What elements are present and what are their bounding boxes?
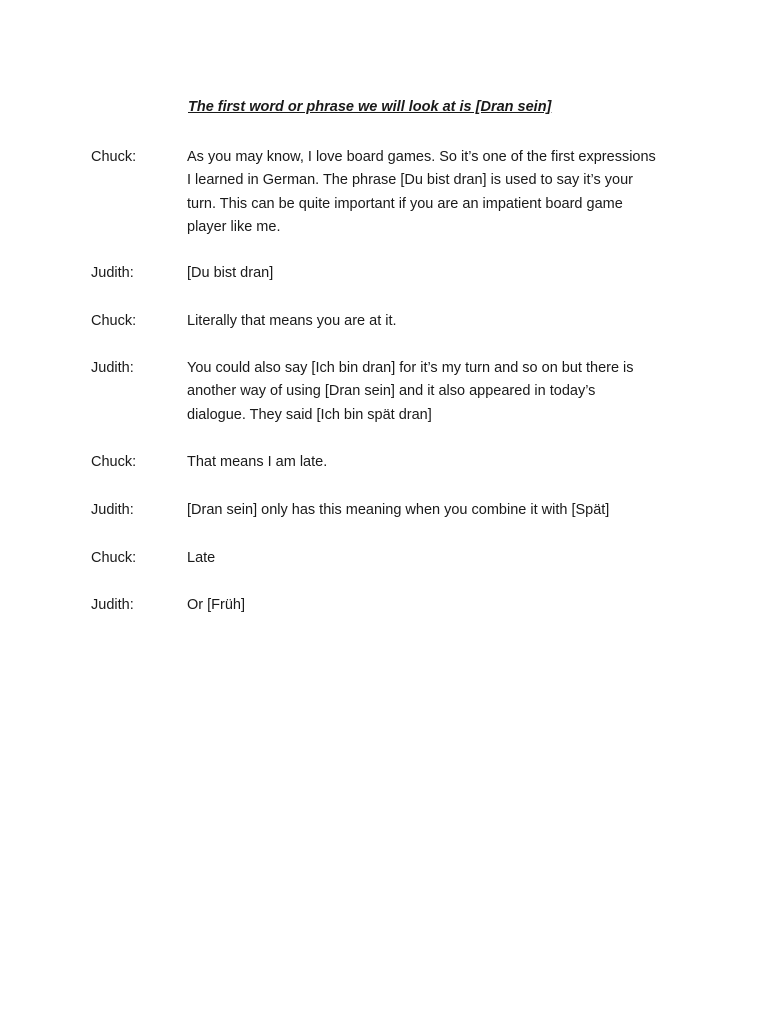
speech-line: I learned in German. The phrase [Du bist dran] is used to say it’s your	[187, 172, 633, 189]
speech-line: As you may know, I love board games. So it’s one of the first expressions	[187, 149, 656, 165]
speech-line: dialogue. They said [Ich bin spät dran]	[187, 406, 432, 423]
speech-text	[187, 547, 687, 570]
speech-text	[187, 594, 687, 617]
speech-line: turn. This can be quite important if you are an impatient board game	[187, 195, 623, 212]
speech-line: That means I am late.	[187, 454, 328, 470]
speech-line: another way of using [Dran sein] and it also appeared in today’s	[187, 383, 596, 400]
speech-text	[187, 310, 687, 333]
speech-text	[187, 357, 687, 427]
speaker-label: Chuck:	[91, 454, 137, 470]
speech-line: Literally that means you are at it.	[187, 313, 397, 329]
speech-line: Or [Früh]	[187, 597, 246, 613]
document-title: The first word or phrase we will look at is [Dran sein]	[188, 99, 552, 115]
speech-text	[187, 499, 687, 522]
speech-text	[187, 451, 687, 474]
speech-text	[187, 262, 687, 285]
speech-line: Late	[187, 550, 216, 566]
speech-line: [Du bist dran]	[187, 265, 274, 281]
speech-text	[187, 146, 687, 239]
speaker-label: Chuck:	[91, 550, 137, 566]
speaker-label: Judith:	[91, 597, 134, 613]
speaker-label: Chuck:	[91, 149, 137, 165]
speech-line: You could also say [Ich bin dran] for it’s my turn and so on but there is	[187, 360, 634, 376]
speaker-label: Judith:	[91, 360, 134, 376]
speaker-label: Chuck:	[91, 313, 137, 329]
speech-line: [Dran sein] only has this meaning when you combine it with [Spät]	[187, 502, 610, 518]
speaker-label: Judith:	[91, 265, 134, 281]
speech-line: player like me.	[187, 218, 281, 235]
speaker-label: Judith:	[91, 502, 134, 518]
